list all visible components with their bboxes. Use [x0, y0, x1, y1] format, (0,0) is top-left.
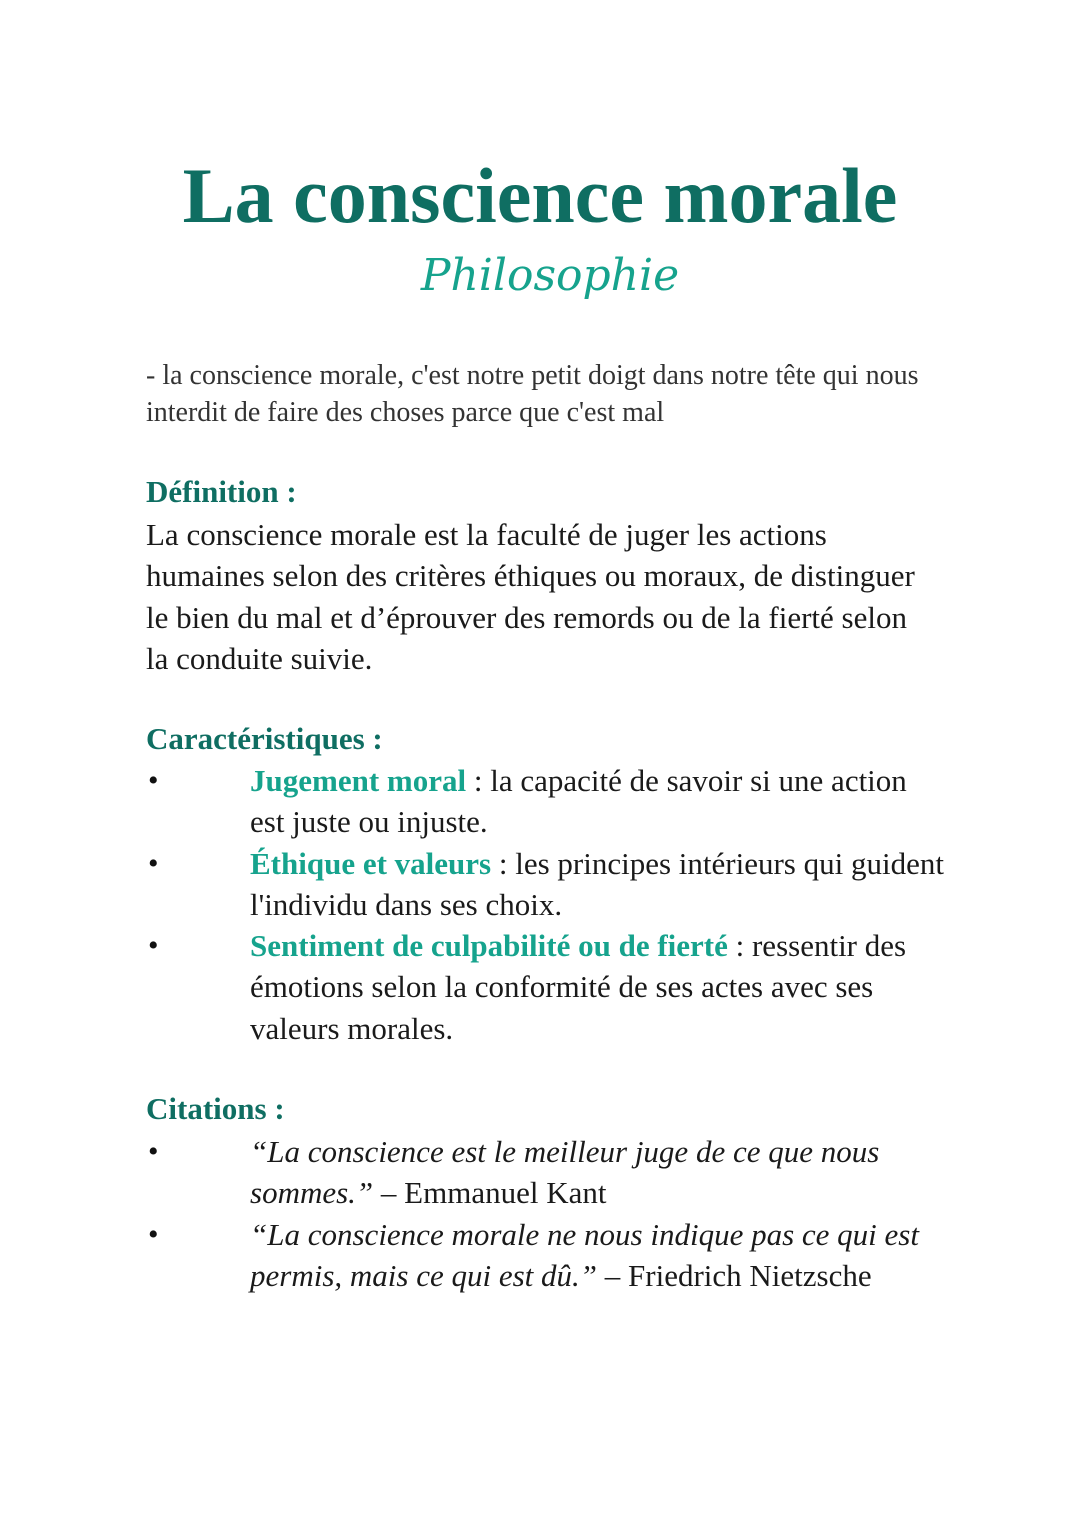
intro-note: - la conscience morale, c'est notre petit doigt dans notre tête qui nous interdit de faire des choses parce que c'est mal [146, 360, 919, 428]
characteristic-term: Éthique et valeurs [250, 845, 492, 881]
page-title: La conscience morale [182, 152, 898, 239]
characteristic-term: Jugement moral [250, 763, 467, 798]
citations-heading: Citations : [146, 1091, 285, 1126]
bullet-icon: • [148, 1217, 159, 1251]
characteristics-list [146, 760, 946, 1049]
characteristic-text: : la capacité de savoir si une action est juste ou injuste. [250, 763, 907, 840]
list-item [146, 760, 946, 843]
bullet-icon: • [148, 1135, 159, 1168]
bullet-icon: • [148, 764, 159, 797]
citations-list [146, 1131, 946, 1296]
list-item [146, 925, 946, 1049]
citation-quote: “La conscience est le meilleur juge de ce que nous sommes.” [250, 1134, 880, 1211]
list-item [146, 1131, 946, 1214]
bullet-icon: • [148, 846, 159, 880]
definition-heading: Définition : [146, 474, 297, 509]
definition-text: La conscience morale est la faculté de juger les actions humaines selon des critères éthiques ou moraux, de distinguer le bien du mal et d’éprouver des remords ou de la fierté selon la conduite suivie. [146, 517, 915, 676]
characteristic-text: : ressentir des émotions selon la conformité de ses actes avec ses valeurs morales. [250, 928, 907, 1046]
characteristics-heading: Caractéristiques : [146, 721, 383, 756]
characteristic-term: Sentiment de culpabilité ou de fierté [250, 928, 728, 964]
list-item [146, 843, 946, 926]
citation-author: – Emmanuel Kant [373, 1175, 607, 1211]
citation-author: – Friedrich Nietzsche [597, 1257, 872, 1293]
characteristic-text: : les principes intérieurs qui guident l'individu dans ses choix. [250, 845, 944, 922]
list-item [146, 1214, 946, 1297]
citation-quote: “La conscience morale ne nous indique pas ce qui est permis, mais ce qui est dû.” [250, 1216, 919, 1293]
page-subtitle: Philosophie [420, 250, 680, 301]
bullet-icon: • [148, 929, 159, 963]
